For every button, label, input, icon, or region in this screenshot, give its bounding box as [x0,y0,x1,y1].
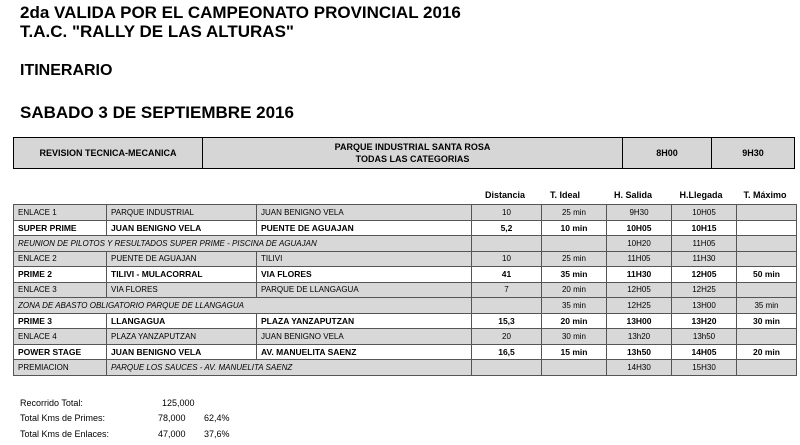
table-row [14,282,797,298]
row-note: PARQUE LOS SAUCES - AV. MANUELITA SAENZ [107,360,472,376]
table-row [14,329,797,345]
row-start-time: 11H30 [607,267,672,283]
row-ideal-time: 30 min [542,329,607,345]
total-distance-label: Recorrido Total: [20,398,83,408]
table-row [14,220,797,236]
row-distance: 5,2 [472,220,542,236]
itinerary-table [13,204,797,376]
row-from: PUENTE DE AGUAJAN [107,251,257,267]
row-from: JUAN BENIGNO VELA [107,344,257,360]
row-start-time: 10H20 [607,236,672,252]
enlaces-total-label: Total Kms de Enlaces: [20,429,110,439]
row-to: JUAN BENIGNO VELA [257,205,472,221]
row-stage: ENLACE 1 [14,205,107,221]
row-max-time [737,220,797,236]
row-start-time: 13h50 [607,344,672,360]
table-row [14,236,797,252]
row-from: VIA FLORES [107,282,257,298]
row-arrival-time: 15H30 [672,360,737,376]
row-from: JUAN BENIGNO VELA [107,220,257,236]
inspection-place-line1: PARQUE INDUSTRIAL SANTA ROSA [334,142,491,152]
primes-total-pct: 62,4% [204,413,230,423]
row-distance: 41 [472,267,542,283]
row-distance: 10 [472,251,542,267]
row-ideal-time: 35 min [542,298,607,314]
row-start-time: 12H25 [607,298,672,314]
row-distance [472,360,542,376]
row-distance: 10 [472,205,542,221]
row-start-time: 13H00 [607,313,672,329]
row-max-time: 35 min [737,298,797,314]
col-ideal: T. Ideal [549,190,580,200]
row-to: JUAN BENIGNO VELA [257,329,472,345]
row-stage: PRIME 3 [14,313,107,329]
col-maximo: T. Máximo [743,190,787,200]
row-ideal-time: 10 min [542,220,607,236]
date-heading: SABADO 3 DE SEPTIEMBRE 2016 [20,103,294,122]
itinerary-heading: ITINERARIO [20,62,113,79]
rally-name: T.A.C. "RALLY DE LAS ALTURAS" [20,22,294,41]
row-max-time [737,236,797,252]
row-arrival-time: 13H20 [672,313,737,329]
row-stage: ENLACE 4 [14,329,107,345]
row-stage: ENLACE 3 [14,282,107,298]
row-ideal-time [542,360,607,376]
row-start-time: 14H30 [607,360,672,376]
table-row [14,344,797,360]
row-max-time [737,329,797,345]
row-max-time: 20 min [737,344,797,360]
row-max-time [737,282,797,298]
table-row [14,251,797,267]
row-arrival-time: 12H05 [672,267,737,283]
row-arrival-time: 13h50 [672,329,737,345]
table-row [14,298,797,314]
row-to: VIA FLORES [257,267,472,283]
enlaces-total-pct: 37,6% [204,429,230,439]
row-ideal-time: 35 min [542,267,607,283]
row-stage: PRIME 2 [14,267,107,283]
col-llegada: H.Llegada [679,190,723,200]
inspection-label: REVISION TECNICA-MECANICA [14,138,203,168]
row-arrival-time: 12H25 [672,282,737,298]
table-row [14,267,797,283]
row-start-time: 12H05 [607,282,672,298]
row-max-time [737,205,797,221]
row-distance: 20 [472,329,542,345]
event-title: 2da VALIDA POR EL CAMPEONATO PROVINCIAL 2016 [20,3,461,22]
row-from: PARQUE INDUSTRIAL [107,205,257,221]
row-distance: 16,5 [472,344,542,360]
primes-total-label: Total Kms de Primes: [20,413,106,423]
total-distance-value: 125,000 [162,398,195,408]
row-distance: 15,3 [472,313,542,329]
inspection-place-line2: TODAS LAS CATEGORIAS [355,154,470,164]
row-note: REUNION DE PILOTOS Y RESULTADOS SUPER PRIME - PISCINA DE AGUAJAN [14,236,472,252]
row-ideal-time: 20 min [542,282,607,298]
row-arrival-time: 11H30 [672,251,737,267]
row-arrival-time: 10H05 [672,205,737,221]
row-ideal-time: 15 min [542,344,607,360]
row-arrival-time: 13H00 [672,298,737,314]
row-ideal-time: 25 min [542,205,607,221]
row-stage: PREMIACION [14,360,107,376]
row-note: ZONA DE ABASTO OBLIGATORIO PARQUE DE LLANGAGUA [14,298,472,314]
row-max-time [737,360,797,376]
enlaces-total-value: 47,000 [158,429,186,439]
row-max-time [737,251,797,267]
row-start-time: 10H05 [607,220,672,236]
row-ideal-time: 25 min [542,251,607,267]
col-salida: H. Salida [613,190,652,200]
row-start-time: 11H05 [607,251,672,267]
row-to: PUENTE DE AGUAJAN [257,220,472,236]
row-stage: SUPER PRIME [14,220,107,236]
row-from: PLAZA YANZAPUTZAN [107,329,257,345]
inspection-place [203,138,623,168]
row-max-time: 30 min [737,313,797,329]
table-row [14,313,797,329]
col-distancia: Distancia [484,190,526,200]
row-ideal-time [542,236,607,252]
row-arrival-time: 14H05 [672,344,737,360]
table-row [14,360,797,376]
row-distance [472,236,542,252]
primes-total-value: 78,000 [158,413,186,423]
row-stage: ENLACE 2 [14,251,107,267]
row-arrival-time: 10H15 [672,220,737,236]
row-stage: POWER STAGE [14,344,107,360]
row-arrival-time: 11H05 [672,236,737,252]
row-ideal-time: 20 min [542,313,607,329]
row-from: LLANGAGUA [107,313,257,329]
row-start-time: 9H30 [607,205,672,221]
row-to: PLAZA YANZAPUTZAN [257,313,472,329]
row-to: TILIVI [257,251,472,267]
inspection-start: 8H00 [623,138,712,168]
row-to: AV. MANUELITA SAENZ [257,344,472,360]
row-to: PARQUE DE LLANGAGUA [257,282,472,298]
table-row [14,205,797,221]
row-start-time: 13h20 [607,329,672,345]
row-from: TILIVI - MULACORRAL [107,267,257,283]
row-distance: 7 [472,282,542,298]
row-max-time: 50 min [737,267,797,283]
inspection-end: 9H30 [742,148,764,158]
row-distance [472,298,542,314]
technical-inspection-box [13,137,795,169]
